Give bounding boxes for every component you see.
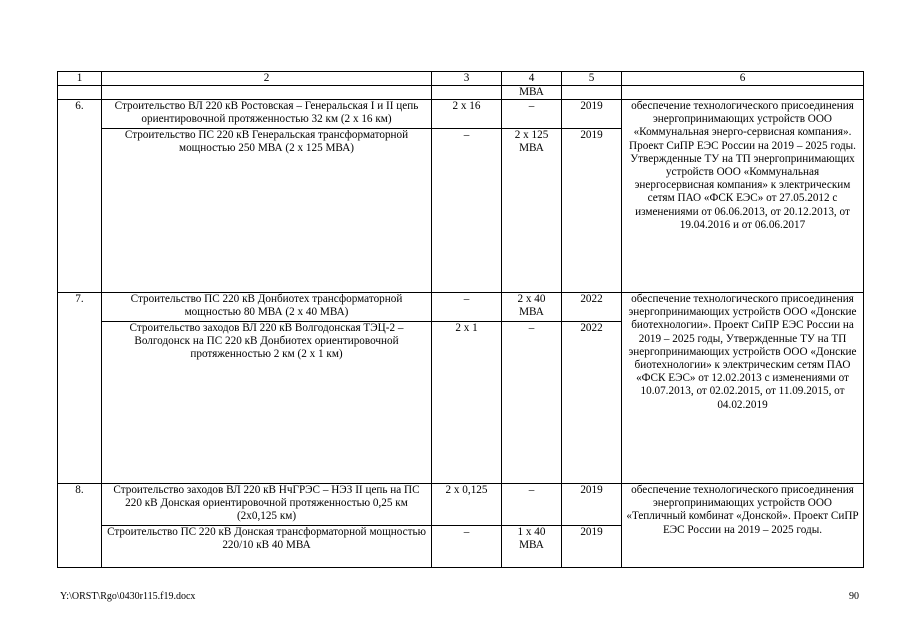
header-cell-1: 1 (58, 72, 102, 86)
row-description: Строительство ПС 220 кВ Донская трансформаторной мощностью 220/10 кВ 40 МВА (102, 526, 432, 568)
row-length: 2 х 0,125 (432, 484, 502, 526)
table-row (58, 484, 864, 526)
row-year: 2019 (562, 484, 622, 526)
header-cell-4: 4 (502, 72, 562, 86)
row-description: Строительство заходов ВЛ 220 кВ НчГРЭС – НЭЗ II цепь на ПС 220 кВ Донская ориентировочной протяженностью 0,25 км (2х0,125 км) (102, 484, 432, 526)
row-year: 2019 (562, 129, 622, 293)
header-cell-3: 3 (432, 72, 502, 86)
row-year: 2022 (562, 293, 622, 322)
row-number: 8. (58, 484, 102, 568)
row-year: 2019 (562, 100, 622, 129)
header-unit-empty-5 (562, 86, 622, 100)
table-row (58, 100, 864, 129)
row-power: – (502, 322, 562, 484)
row-year: 2022 (562, 322, 622, 484)
row-power: 2 х 125 МВА (502, 129, 562, 293)
row-length: – (432, 129, 502, 293)
row-note: обеспечение технологического присоединения энергопринимающих устройств ООО «Донские биотехнологии». Проект СиПР ЕЭС России на 2019 – 2025 годы, Утвержденные ТУ на ТП энергопринимающих устройств ООО «Донские биотехнологии» к электрическим сетям ПАО «ФСК ЕЭС» от 12.02.2013 с изменениями от 10.07.2013, от 02.02.2015, от 11.09.2015, от 04.02.2019 (622, 293, 864, 484)
investment-table (57, 71, 864, 568)
row-length: – (432, 293, 502, 322)
row-note: обеспечение технологического присоединения энергопринимающих устройств ООО «Коммунальная энерго-сервисная компания». Проект СиПР ЕЭС России на 2019 – 2025 годы. Утвержденные ТУ на ТП энергопринимающих устройств ООО «Коммунальная энергосервисная компания» к электрическим сетям ПАО «ФСК ЕЭС» от 27.05.2012 с изменениями от 06.06.2013, от 20.12.2013, от 19.04.2016 и от 06.06.2017 (622, 100, 864, 293)
row-description: Строительство заходов ВЛ 220 кВ Волгодонская ТЭЦ-2 – Волгодонск на ПС 220 кВ Донбиотех ориентировочной протяженностью 2 км (2 х 1 км) (102, 322, 432, 484)
header-unit-empty-1 (58, 86, 102, 100)
row-description: Строительство ПС 220 кВ Генеральская трансформаторной мощностью 250 МВА (2 х 125 МВА) (102, 129, 432, 293)
row-number: 7. (58, 293, 102, 484)
row-power: 1 х 40 МВА (502, 526, 562, 568)
table-row (58, 293, 864, 322)
header-unit-empty-3 (432, 86, 502, 100)
footer-page-number: 90 (849, 591, 859, 602)
row-power: – (502, 100, 562, 129)
header-cell-6: 6 (622, 72, 864, 86)
row-length: 2 х 16 (432, 100, 502, 129)
row-power: 2 х 40 МВА (502, 293, 562, 322)
header-unit-mva: МВА (502, 86, 562, 100)
row-note: обеспечение технологического присоединения энергопринимающих устройств ООО «Тепличный комбинат «Донской». Проект СиПР ЕЭС России на 2019 – 2025 годы. (622, 484, 864, 568)
row-number: 6. (58, 100, 102, 293)
header-unit-empty-6 (622, 86, 864, 100)
footer-file-path: Y:\ORST\Rgo\0430r115.f19.docx (60, 591, 196, 602)
header-unit-row (58, 86, 864, 100)
row-length: – (432, 526, 502, 568)
row-power: – (502, 484, 562, 526)
row-year: 2019 (562, 526, 622, 568)
header-cell-2: 2 (102, 72, 432, 86)
row-description: Строительство ВЛ 220 кВ Ростовская – Генеральская I и II цепь ориентировочной протяженностью 32 км (2 х 16 км) (102, 100, 432, 129)
row-length: 2 х 1 (432, 322, 502, 484)
row-description: Строительство ПС 220 кВ Донбиотех трансформаторной мощностью 80 МВА (2 х 40 МВА) (102, 293, 432, 322)
header-unit-empty-2 (102, 86, 432, 100)
header-cell-5: 5 (562, 72, 622, 86)
header-row (58, 72, 864, 86)
